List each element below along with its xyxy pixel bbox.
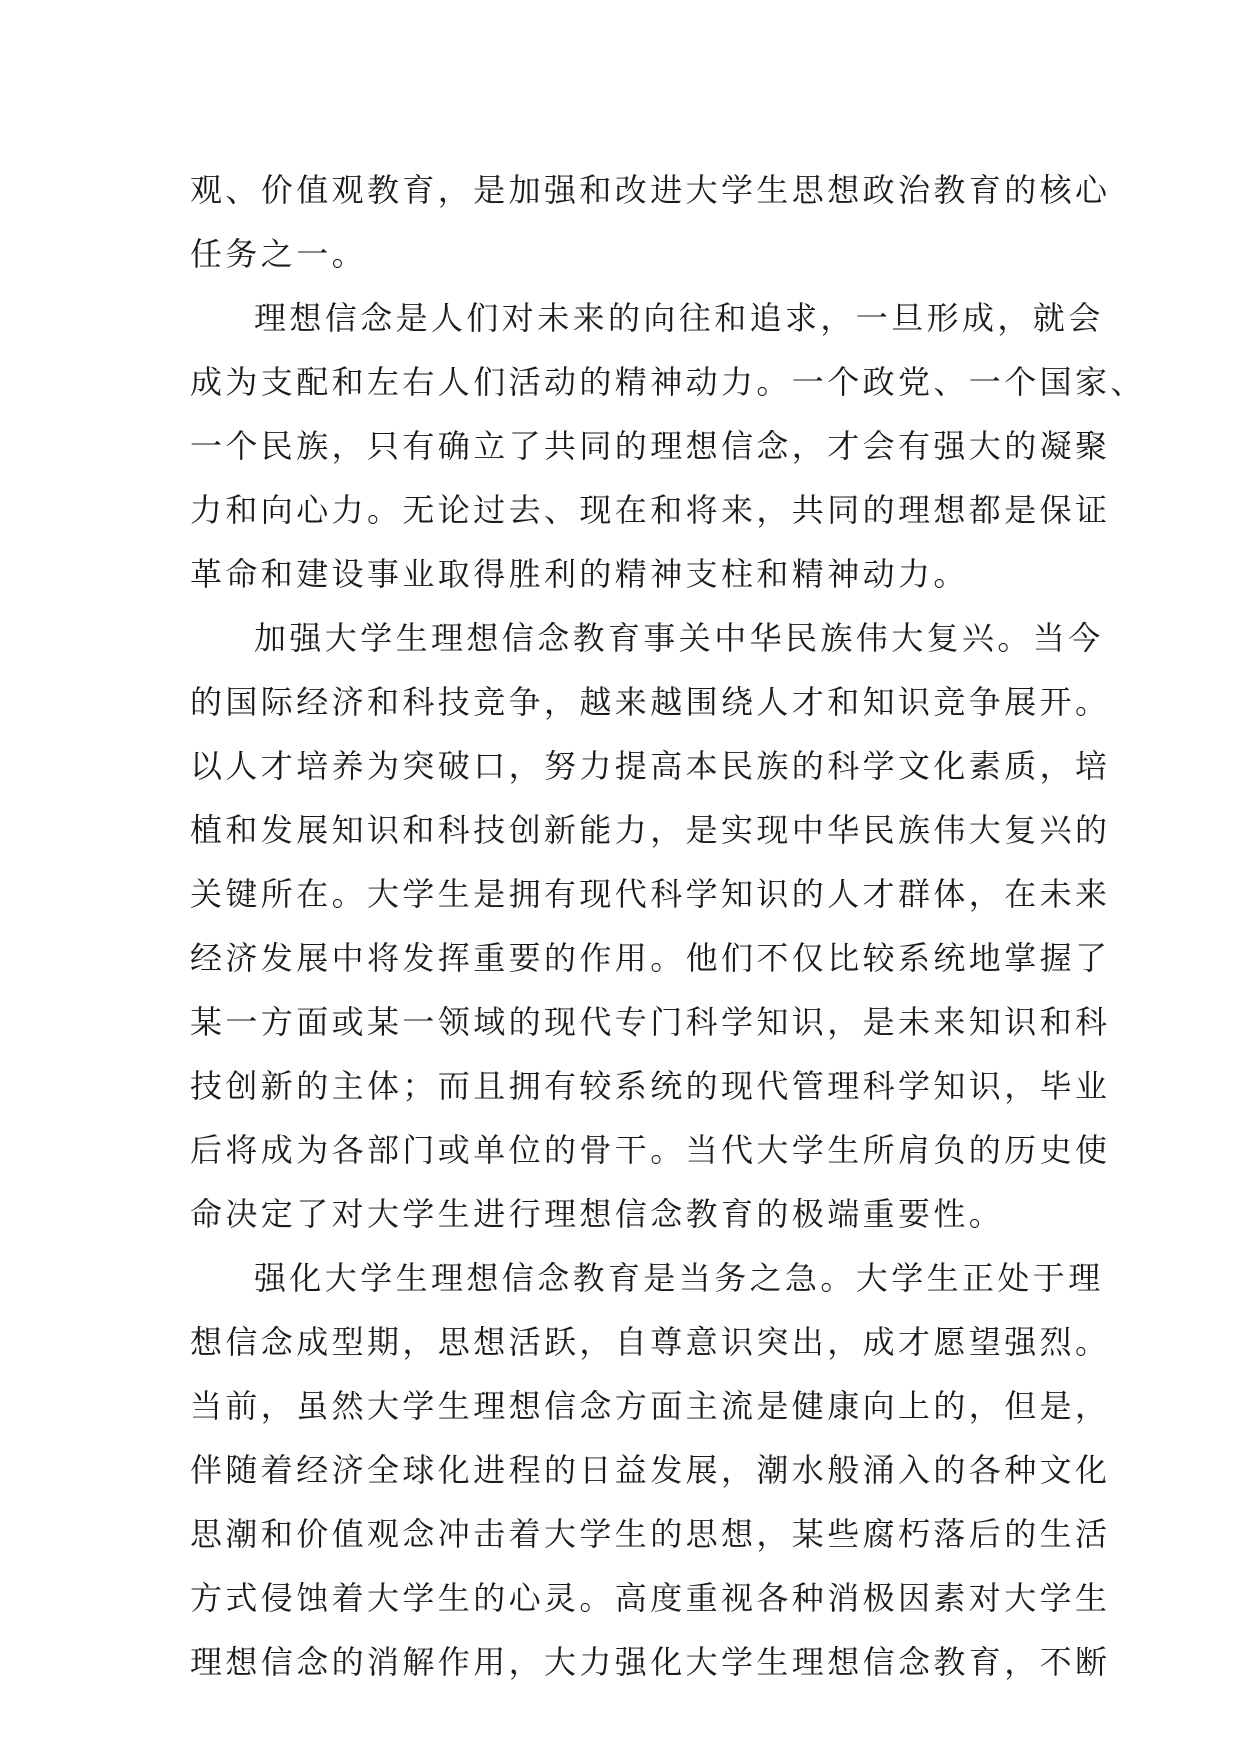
text-line: 以人才培养为突破口，努力提高本民族的科学文化素质，培 <box>190 747 1111 785</box>
text-line: 技创新的主体；而且拥有较系统的现代管理科学知识，毕业 <box>190 1067 1111 1105</box>
text-line: 成为支配和左右人们活动的精神动力。一个政党、一个国家、 <box>190 363 1146 401</box>
text-line: 命决定了对大学生进行理想信念教育的极端重要性。 <box>190 1195 1005 1233</box>
text-line: 关键所在。大学生是拥有现代科学知识的人才群体，在未来 <box>190 875 1111 913</box>
text-line: 当前，虽然大学生理想信念方面主流是健康向上的，但是， <box>190 1387 1111 1425</box>
paragraph-start-line: 理想信念是人们对未来的向往和追求，一旦形成，就会 <box>254 299 1104 337</box>
paragraph-start-line: 强化大学生理想信念教育是当务之急。大学生正处于理 <box>254 1259 1104 1297</box>
text-line: 力和向心力。无论过去、现在和将来，共同的理想都是保证 <box>190 491 1111 529</box>
text-line: 思潮和价值观念冲击着大学生的思想，某些腐朽落后的生活 <box>190 1515 1111 1553</box>
text-line: 一个民族，只有确立了共同的理想信念，才会有强大的凝聚 <box>190 427 1111 465</box>
text-line: 后将成为各部门或单位的骨干。当代大学生所肩负的历史使 <box>190 1131 1111 1169</box>
text-line: 观、价值观教育，是加强和改进大学生思想政治教育的核心 <box>190 171 1111 209</box>
text-line: 革命和建设事业取得胜利的精神支柱和精神动力。 <box>190 555 969 593</box>
text-line: 伴随着经济全球化进程的日益发展，潮水般涌入的各种文化 <box>190 1451 1111 1489</box>
text-line: 理想信念的消解作用，大力强化大学生理想信念教育，不断 <box>190 1643 1111 1681</box>
text-line: 某一方面或某一领域的现代专门科学知识，是未来知识和科 <box>190 1003 1111 1041</box>
document-body <box>190 158 1146 1694</box>
text-line: 任务之一。 <box>190 235 368 273</box>
text-line: 想信念成型期，思想活跃，自尊意识突出，成才愿望强烈。 <box>190 1323 1111 1361</box>
text-line: 植和发展知识和科技创新能力，是实现中华民族伟大复兴的 <box>190 811 1111 849</box>
text-line: 经济发展中将发挥重要的作用。他们不仅比较系统地掌握了 <box>190 939 1111 977</box>
text-line: 方式侵蚀着大学生的心灵。高度重视各种消极因素对大学生 <box>190 1579 1111 1617</box>
text-line: 的国际经济和科技竞争，越来越围绕人才和知识竞争展开。 <box>190 683 1111 721</box>
paragraph-start-line: 加强大学生理想信念教育事关中华民族伟大复兴。当今 <box>254 619 1104 657</box>
